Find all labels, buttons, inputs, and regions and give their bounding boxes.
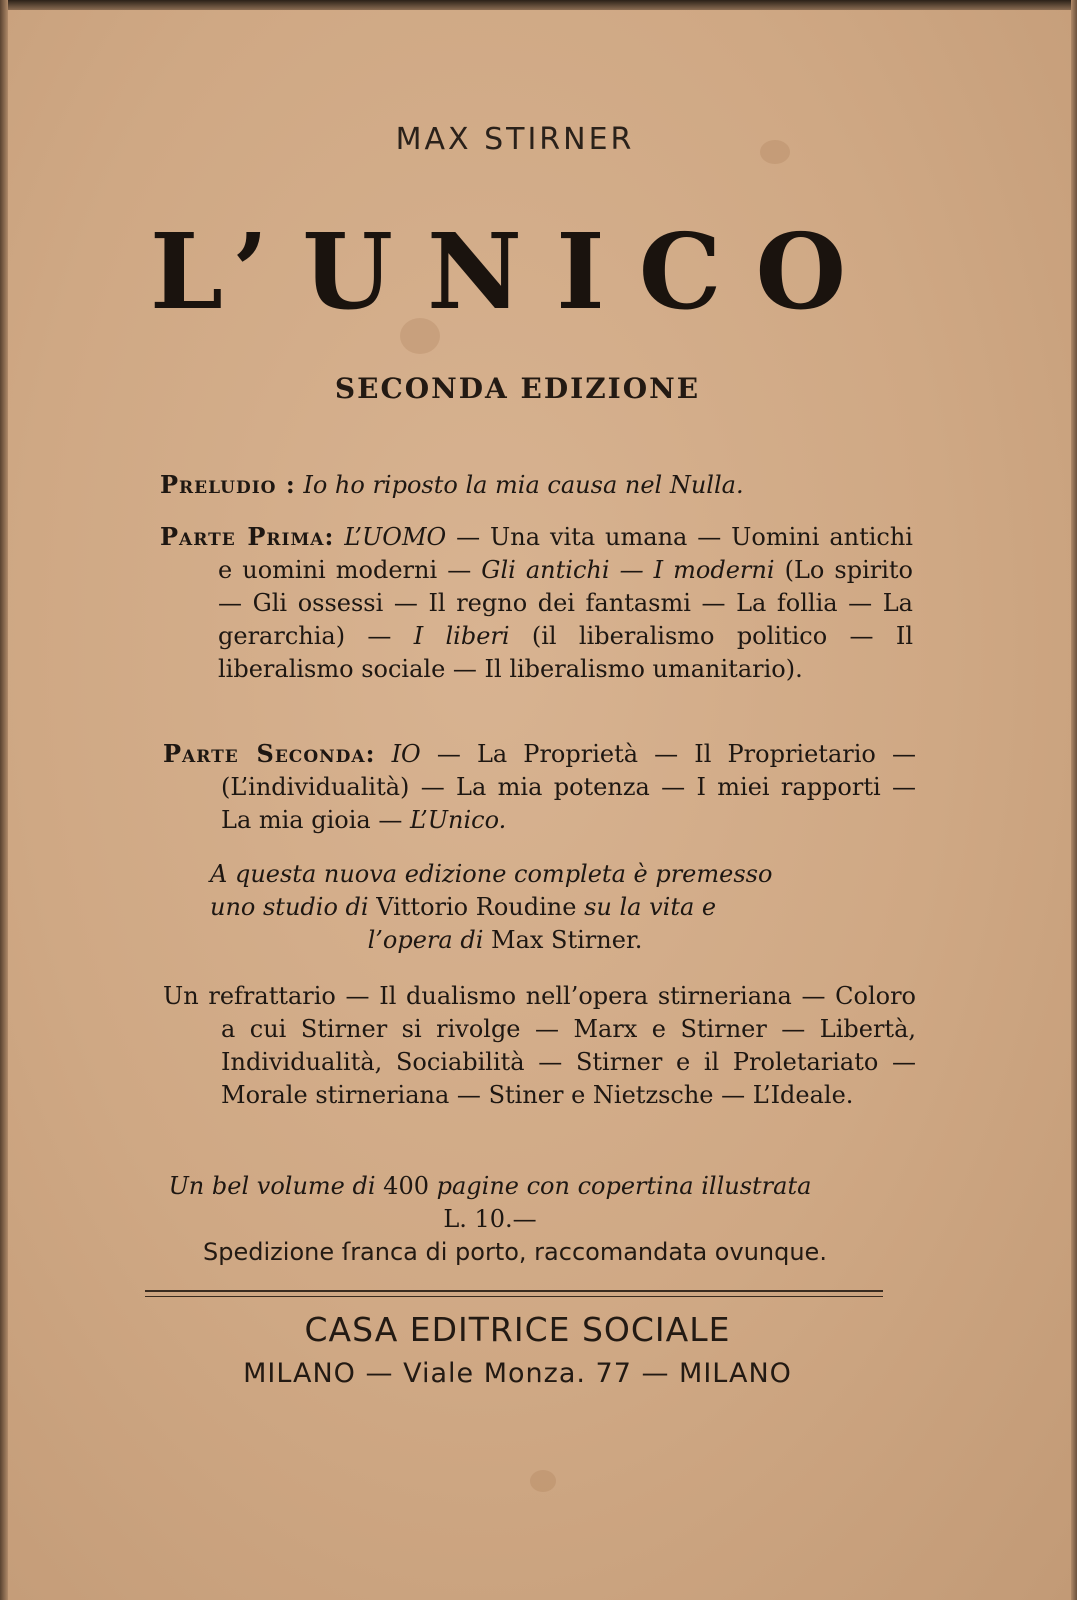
note-line-3a: l’opera di: [367, 926, 491, 954]
volume-description: [140, 1170, 840, 1236]
note-line-2b: su la vita e: [576, 893, 717, 921]
volume-price: L. 10.—: [443, 1205, 537, 1233]
volume-line-a: Un bel volume di: [168, 1172, 384, 1200]
divider-rule: [145, 1290, 883, 1292]
part-one-label: Parte Prima:: [160, 522, 335, 551]
note-study-author: Vittorio Roudine: [376, 893, 577, 921]
part-one-italic-a: Gli antichi — I moderni: [481, 556, 775, 584]
foxing-spot: [530, 1470, 556, 1492]
divider-rule: [145, 1296, 883, 1297]
study-contents: Un refrattario — Il dualismo nell’opera stirneriana — Coloro a cui Stirner si rivolge — Marx e Stirner — Libertà, Individualità, Sociabilità — Stirner e il Proletariato — Morale stirneriana — Stiner e Nietzsche — L’Ideale.: [163, 982, 916, 1109]
part-two-label: Parte Seconda:: [163, 739, 376, 768]
note-line-1: A questa nuova edizione completa è premesso: [210, 860, 773, 888]
page-top-edge: [0, 0, 1077, 10]
part-one-text-c: (il liberalismo politico — Il liberalismo sociale — Il liberalismo umanitario).: [218, 622, 913, 683]
volume-pages: 400: [383, 1172, 429, 1200]
note-subject-name: Max Stirner.: [491, 926, 643, 954]
part-one-text-a: — Una vita umana — Uomini antichi e uomini moderni —: [218, 523, 913, 584]
edition-label: SECONDA EDIZIONE: [334, 372, 701, 405]
prelude-text: Io ho riposto la mia causa nel Nulla.: [303, 471, 744, 499]
book-title: L’UNICO: [149, 210, 881, 333]
part-two-heading: IO: [391, 740, 421, 768]
edition-note: [160, 858, 850, 957]
part-one-italic-b: I liberi: [413, 622, 510, 650]
note-line-2a: uno studio di: [210, 893, 377, 921]
prelude-label: Preludio :: [160, 470, 296, 499]
part-two-italic-a: L’Unico.: [409, 806, 507, 834]
page-right-edge: [1071, 0, 1077, 1600]
part-two-section: [163, 737, 916, 837]
shipping-note: Spedizione ſranca di porto, raccomandata ovunque.: [203, 1238, 827, 1266]
author-name: MAX STIRNER: [395, 122, 635, 157]
publisher-name: CASA EDITRICE SOCIALE: [304, 1310, 731, 1349]
publisher-address: MILANO — Viale Monza. 77 — MILANO: [243, 1358, 792, 1389]
part-one-heading: L’UOMO: [344, 523, 447, 551]
volume-line-b: pagine con copertina illustrata: [428, 1172, 812, 1200]
part-one-section: [160, 520, 913, 686]
part-one-text-b: (Lo spirito — Gli ossessi — Il regno dei fantasmi — La follia — La gerarchia) —: [218, 556, 914, 650]
part-two-text-a: — La Proprietà — Il Proprietario — (L’individualità) — La mia potenza — I miei rapporti — La mia gioia —: [221, 740, 916, 834]
prelude-section: [160, 468, 860, 502]
